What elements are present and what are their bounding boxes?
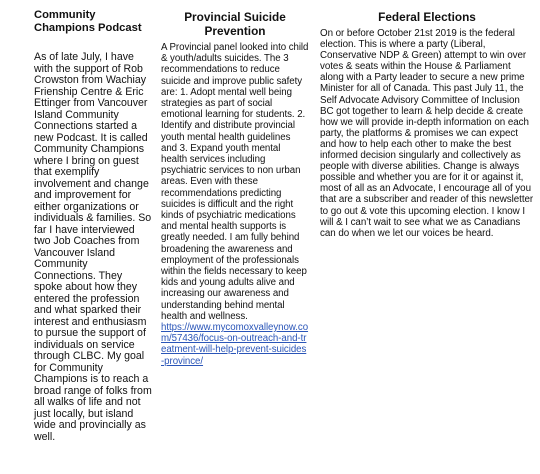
podcast-column	[34, 0, 152, 443]
article-link[interactable]: https://www.mycomoxvalleynow.com/57436/focus-on-outreach-and-treatment-will-help-prevent-suicides-province/	[161, 322, 309, 367]
federal-elections-title: Federal Elections	[378, 10, 476, 24]
podcast-title: Community Champions Podcast	[34, 9, 142, 34]
suicide-prevention-title: Provincial Suicide Prevention	[184, 10, 286, 38]
federal-elections-body: On or before October 21st 2019 is the federal election. This is where a party (Liberal, Conservative NDP & Green) attempt to win over votes & seats within the House & Parliament along with a Party leader to secure a new prime Minister for all of Canada. This past July 11, the Self Advocate Advisory Committee of Inclusion BC got together to learn & help decide & create how we will provide in-depth information on each party, the platforms & promises we can expect and how to help each other to make the best informed decision singularly and collectively as people with diverse abilities. Change is always possible and whether you are for it or against it, most of all as an Advocate, I encourage all of you that are a subscriber and reader of this newsletter to go out & vote this upcoming election. I know I will & I can’t wait to see what we as Canadians can do when we let our voices be heard.	[320, 28, 534, 239]
suicide-prevention-column	[161, 0, 309, 367]
suicide-prevention-body: A Provincial panel looked into child & youth/adults suicides. The 3 recommendations to reduce suicide and improve public safety are: 1. Adopt mental well being strategies as part of social emotional learning for students. 2. Identify and distribute provincial youth mental health guidelines and 3. Expand youth mental health services including psychiatric services to non urban areas. Even with these recommendations predicting suicides is difficult and the right kinds of psychiatric medications and mental health supports is greatly needed. I am fully behind broadening the awareness and employment of the professionals within the fields necessary to keep kids and young adults alive and increasing our awareness and understanding behind mental health and wellness.	[161, 42, 309, 322]
federal-elections-column	[320, 0, 534, 239]
podcast-body: As of late July, I have with the support of Rob Crowston from Wachiay Frienship Centre & Eric Ettinger from Vancouver Island Community Connections started a new Podcast. It is called Community Champions where I bring on guest that exemplify involvement and change and improvement for either organizations or individuals & families. So far I have interviewed two Job Coaches from Vancouver Island Community Connections. They spoke about how they entered the profession and what sparked their interest and enthusiasm to pursue the support of individuals on service through CLBC. My goal for Community Champions is to reach a broad range of folks from all walks of life and not just locally, but island wide and provincially as well.	[34, 51, 152, 443]
